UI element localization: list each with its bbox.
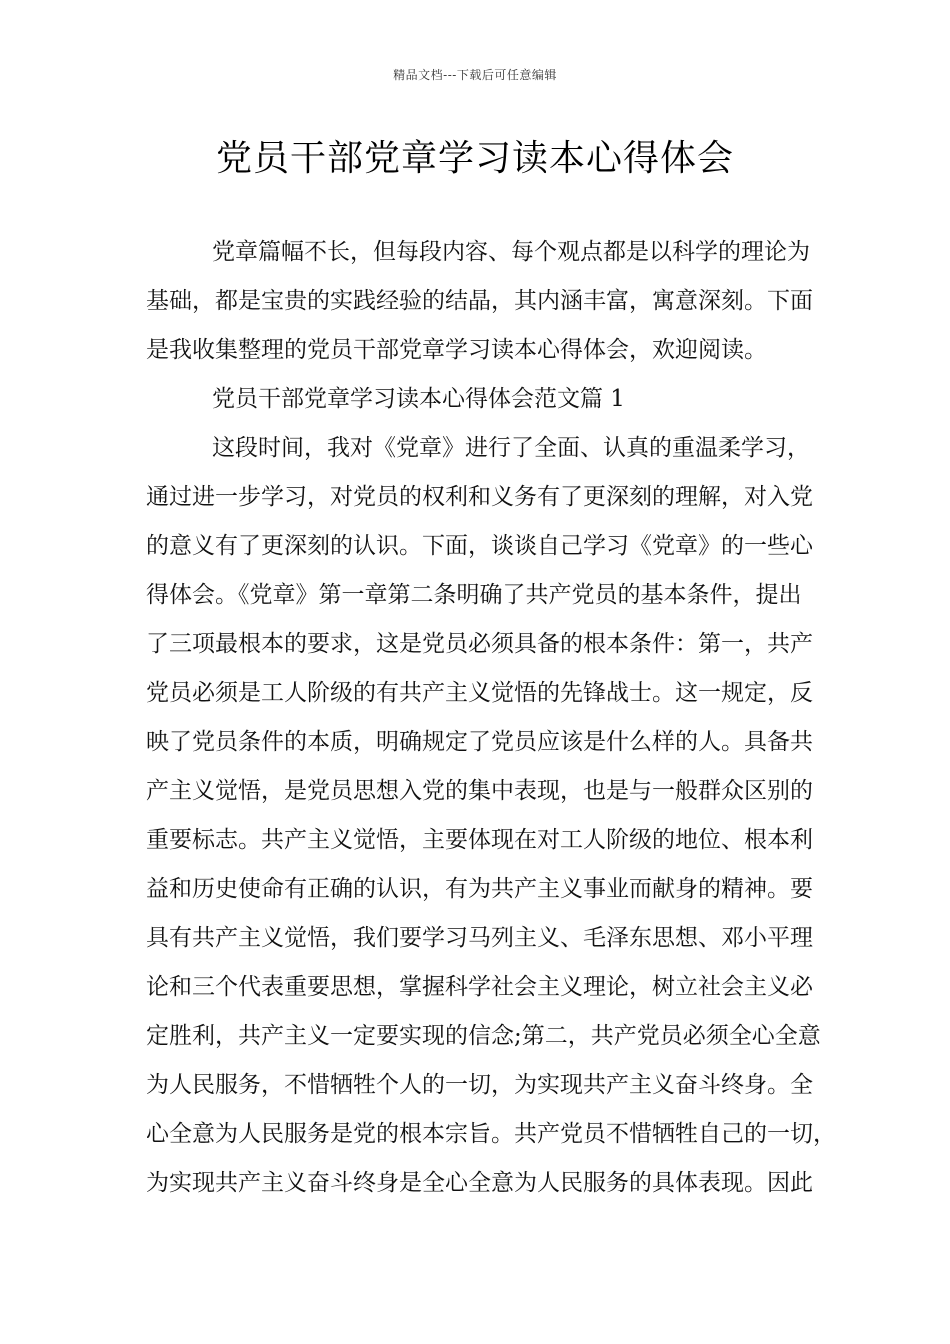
paragraph-line: 了三项最根本的要求，这是党员必须具备的根本条件：第一，共产 [146,631,813,657]
paragraph-line: 益和历史使命有正确的认识，有为共产主义事业而献身的精神。要 [146,876,813,902]
paragraph-line: 得体会。《党章》第一章第二条明确了共产党员的基本条件，提出 [146,582,802,608]
paragraph-line: 定胜利，共产主义一定要实现的信念;第二，共产党员必须全心全意 [146,1023,821,1049]
paragraph-line: 党员必须是工人阶级的有共产主义觉悟的先锋战士。这一规定，反 [146,680,813,706]
paragraph-line: 重要标志。共产主义觉悟，主要体现在对工人阶级的地位、根本利 [146,827,813,853]
document-body [146,228,836,1208]
header-note: 精品文档---下载后可任意编辑 [393,68,557,82]
paragraph-line: 这段时间，我对《党章》进行了全面、认真的重温柔学习， [212,435,810,461]
section-heading: 党员干部党章学习读本心得体会范文篇 1 [212,386,625,412]
paragraph-line: 为实现共产主义奋斗终身是全心全意为人民服务的具体表现。因此 [146,1170,813,1196]
paragraph-line: 具有共产主义觉悟，我们要学习马列主义、毛泽东思想、邓小平理 [146,925,813,951]
paragraph-line: 是我收集整理的党员干部党章学习读本心得体会，欢迎阅读。 [146,337,767,363]
paragraph-line: 通过进一步学习，对党员的权利和义务有了更深刻的理解，对入党 [146,484,813,510]
paragraph-line: 基础，都是宝贵的实践经验的结晶，其内涵丰富，寓意深刻。下面 [146,288,813,314]
paragraph-line: 党章篇幅不长，但每段内容、每个观点都是以科学的理论为 [212,239,810,265]
document-title: 党员干部党章学习读本心得体会 [215,138,734,179]
paragraph-line: 映了党员条件的本质，明确规定了党员应该是什么样的人。具备共 [146,729,813,755]
paragraph-line: 的意义有了更深刻的认识。下面，谈谈自己学习《党章》的一些心 [146,533,813,559]
paragraph-line: 产主义觉悟，是党员思想入党的集中表现，也是与一般群众区别的 [146,778,813,804]
paragraph-line: 论和三个代表重要思想，掌握科学社会主义理论，树立社会主义必 [146,974,813,1000]
paragraph-line: 心全意为人民服务是党的根本宗旨。共产党员不惜牺牲自己的一切， [146,1121,836,1147]
paragraph-line: 为人民服务，不惜牺牲个人的一切，为实现共产主义奋斗终身。全 [146,1072,813,1098]
